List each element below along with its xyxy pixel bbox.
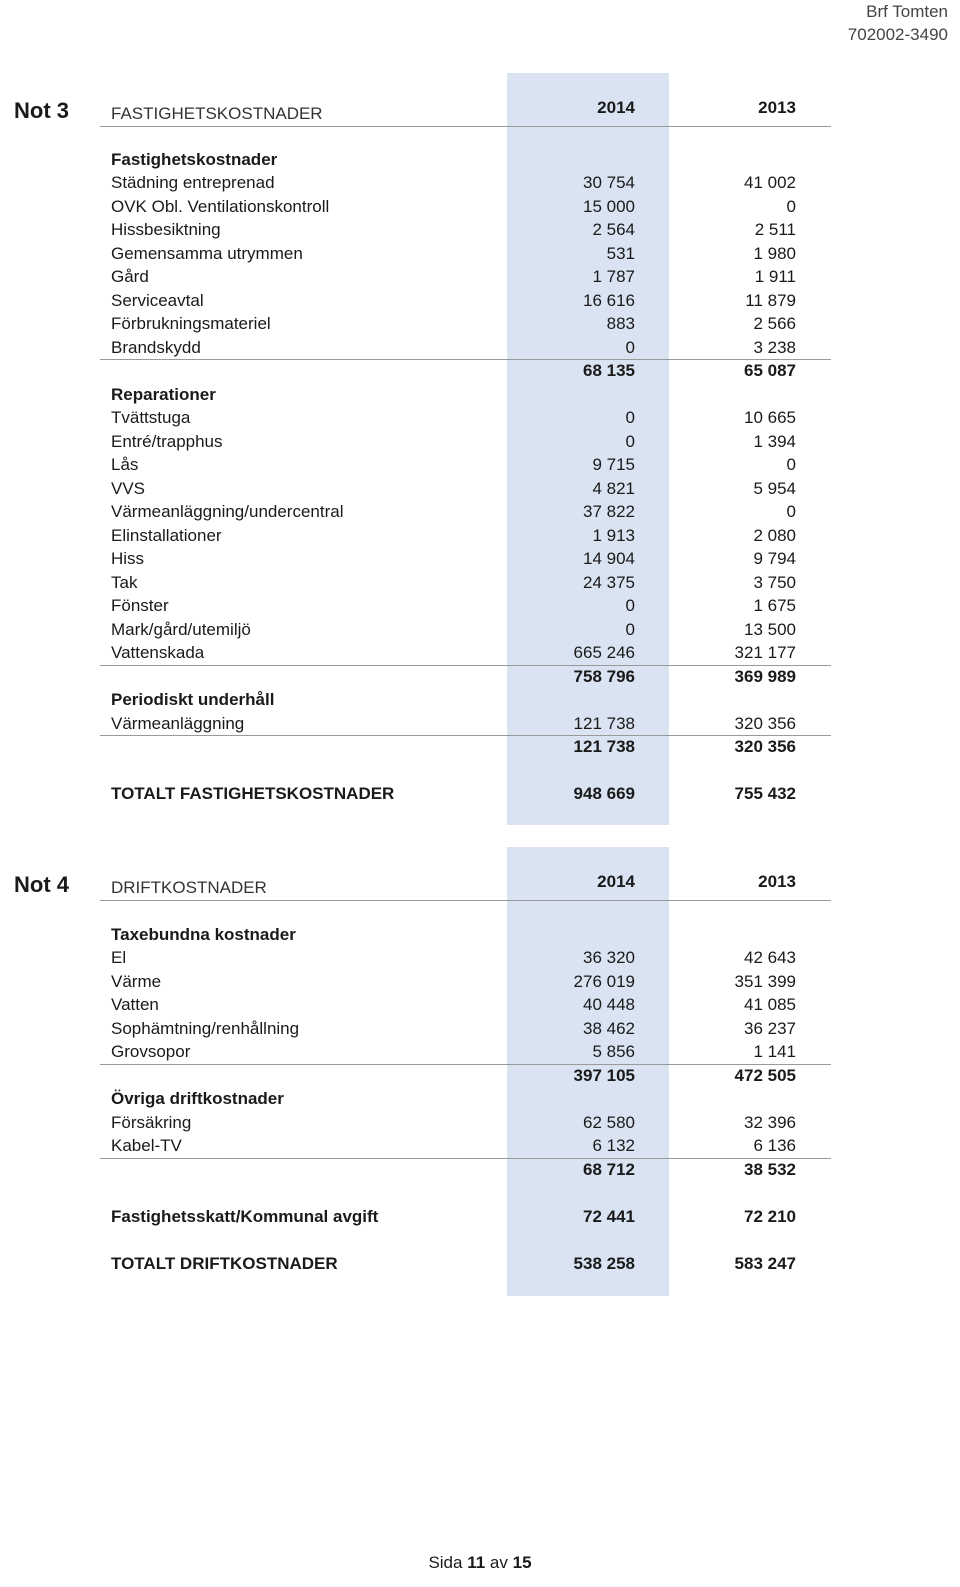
value-previous-year: 755 432 [734,784,796,803]
org-number: 702002-3490 [847,25,948,44]
value-current-year: 276 019 [573,971,635,991]
value-previous-year: 10 665 [744,408,796,427]
value-previous-year: 2 566 [753,314,796,333]
section-heading-row [0,148,960,172]
value-current-year: 121 738 [573,713,635,733]
value-previous-year: 321 177 [734,643,796,662]
note-3-title: FASTIGHETSKOSTNADER [111,104,323,123]
value-current-year: 30 754 [583,173,635,192]
value-current-year: 16 616 [583,290,635,310]
table-row [0,195,960,219]
row-label: Sophämtning/renhållning [111,1018,300,1038]
row-label: Försäkring [111,1112,192,1132]
row-label: El [111,948,127,967]
row-label: Gård [111,267,149,286]
value-current-year: 14 904 [583,549,635,568]
table-row [0,970,960,994]
value-previous-year: 320 356 [734,713,796,733]
note-3-year-previous: 2013 [758,98,796,117]
value-current-year: 5 856 [592,1042,635,1061]
subtotal-row [0,359,960,383]
note-4-rows [0,923,960,1276]
table-row [0,453,960,477]
subtotal-row [0,1158,960,1182]
value-previous-year: 1 675 [753,596,796,615]
value-current-year: 948 669 [573,784,635,803]
org-header [848,0,948,46]
table-row [0,265,960,289]
row-label: Reparationer [111,384,216,404]
page-prefix: Sida [428,1553,463,1572]
value-current-year: 68 712 [583,1159,635,1179]
value-previous-year: 11 879 [745,290,796,310]
section-heading-row [0,383,960,407]
row-label: Grovsopor [111,1042,191,1061]
value-current-year: 36 320 [583,948,635,967]
value-previous-year: 42 643 [744,948,796,967]
value-previous-year: 1 980 [753,243,796,263]
note-3-section [0,73,960,825]
subtotal-row [0,735,960,759]
value-previous-year: 32 396 [744,1112,796,1132]
table-row [0,500,960,524]
table-row [0,336,960,360]
note-4-section [0,847,960,1296]
value-previous-year: 6 136 [753,1136,796,1155]
table-row [0,712,960,736]
value-previous-year: 583 247 [734,1253,796,1273]
table-row [0,571,960,595]
row-label: Periodiskt underhåll [111,690,275,709]
value-current-year: 38 462 [583,1018,635,1038]
value-previous-year: 1 141 [753,1042,796,1061]
value-current-year: 665 246 [573,643,635,662]
row-label: Städning entreprenad [111,173,275,192]
table-row [0,289,960,313]
value-current-year: 15 000 [583,196,635,216]
value-current-year: 538 258 [573,1253,635,1273]
note-4-year-current: 2014 [597,872,635,891]
spacer-row [0,1228,960,1252]
table-row [0,242,960,266]
note-4-title: DRIFTKOSTNADER [111,878,267,897]
value-previous-year: 41 002 [744,173,796,192]
note-3-header [0,73,830,127]
row-label: Mark/gård/utemiljö [111,619,251,639]
row-label: Fastighetskostnader [111,149,278,169]
value-current-year: 0 [625,408,635,427]
value-previous-year: 2 511 [754,220,796,239]
total-row [0,1252,960,1276]
row-label: Värme [111,971,162,991]
value-current-year: 0 [625,619,635,639]
row-label: Vattenskada [111,643,205,662]
row-label: Brandskydd [111,337,201,357]
value-current-year: 24 375 [583,572,635,592]
value-current-year: 4 821 [592,478,635,498]
row-label: Lås [111,455,139,474]
value-current-year: 6 132 [592,1136,635,1155]
value-current-year: 37 822 [583,502,635,521]
value-previous-year: 320 356 [734,737,796,756]
value-current-year: 62 580 [583,1112,635,1132]
value-previous-year: 2 080 [753,525,796,545]
header-rule [100,126,831,127]
row-label: Hiss [111,549,145,568]
page-separator: av [489,1553,508,1572]
value-current-year: 0 [625,596,635,615]
value-previous-year: 472 505 [734,1065,796,1085]
table-row [0,618,960,642]
value-previous-year: 3 238 [753,337,796,357]
table-row [0,993,960,1017]
row-label: Förbrukningsmateriel [111,314,271,333]
section-heading-row [0,923,960,947]
row-label: Övriga driftkostnader [111,1089,284,1108]
value-current-year: 2 564 [592,220,635,239]
row-label: Fönster [111,596,169,615]
table-row [0,524,960,548]
table-row [0,171,960,195]
value-current-year: 72 441 [583,1206,635,1226]
table-row [0,430,960,454]
value-current-year: 883 [606,314,635,333]
spacer-row [0,1181,960,1205]
value-current-year: 1 913 [592,525,635,545]
value-current-year: 0 [625,431,635,451]
value-previous-year: 5 954 [753,478,796,498]
value-previous-year: 1 394 [753,431,796,451]
note-4-year-previous: 2013 [758,872,796,891]
value-previous-year: 0 [786,196,796,216]
table-row [0,218,960,242]
note-4-header [0,847,830,901]
table-row [0,1017,960,1041]
value-previous-year: 1 911 [754,267,796,286]
page-total: 15 [512,1553,532,1572]
spacer-row [0,759,960,783]
row-label: VVS [111,478,146,498]
value-previous-year: 369 989 [734,666,796,686]
header-rule [100,900,831,901]
row-label: Hissbesiktning [111,220,221,239]
table-row [0,594,960,618]
section-heading-row [0,1087,960,1111]
value-current-year: 397 105 [573,1065,635,1085]
value-previous-year: 3 750 [753,572,796,592]
table-row [0,477,960,501]
table-row [0,1111,960,1135]
value-previous-year: 41 085 [744,995,796,1014]
table-row [0,946,960,970]
value-current-year: 121 738 [573,737,635,756]
value-previous-year: 0 [786,502,796,521]
table-row [0,641,960,665]
note-3-rows [0,148,960,806]
value-previous-year: 13 500 [744,619,796,639]
row-label: TOTALT FASTIGHETSKOSTNADER [111,784,395,803]
table-row [0,547,960,571]
value-current-year: 531 [606,243,635,263]
value-current-year: 758 796 [573,666,635,686]
value-current-year: 68 135 [583,361,635,380]
row-label: Entré/trapphus [111,431,223,451]
row-label: Fastighetsskatt/Kommunal avgift [111,1206,379,1226]
total-row [0,1205,960,1229]
value-previous-year: 38 532 [744,1159,796,1179]
value-current-year: 0 [625,337,635,357]
row-label: TOTALT DRIFTKOSTNADER [111,1253,338,1273]
row-label: Serviceavtal [111,290,204,310]
table-row [0,312,960,336]
row-label: Tvättstuga [111,408,191,427]
table-row [0,1040,960,1064]
page-current: 11 [467,1553,486,1572]
total-row [0,782,960,806]
value-current-year: 40 448 [583,995,635,1014]
row-label: Kabel-TV [111,1136,182,1155]
value-previous-year: 9 794 [753,549,796,568]
value-current-year: 1 787 [592,267,635,286]
row-label: Taxebundna kostnader [111,924,296,944]
value-previous-year: 351 399 [734,971,796,991]
row-label: Värmeanläggning/undercentral [111,502,344,521]
subtotal-row [0,665,960,689]
row-label: Tak [111,572,138,592]
table-row [0,1134,960,1158]
subtotal-row [0,1064,960,1088]
row-label: Elinstallationer [111,525,222,545]
note-4-number: Not 4 [14,872,69,897]
row-label: OVK Obl. Ventilationskontroll [111,196,330,216]
note-3-year-current: 2014 [597,98,635,117]
section-heading-row [0,688,960,712]
row-label: Gemensamma utrymmen [111,243,303,263]
table-row [0,406,960,430]
row-label: Vatten [111,995,159,1014]
value-previous-year: 36 237 [744,1018,796,1038]
value-current-year: 9 715 [592,455,635,474]
value-previous-year: 0 [786,455,796,474]
org-name: Brf Tomten [866,2,948,21]
value-previous-year: 72 210 [744,1206,796,1226]
row-label: Värmeanläggning [111,713,245,733]
note-3-number: Not 3 [14,98,69,123]
value-previous-year: 65 087 [744,361,796,380]
page-footer [0,1553,960,1573]
